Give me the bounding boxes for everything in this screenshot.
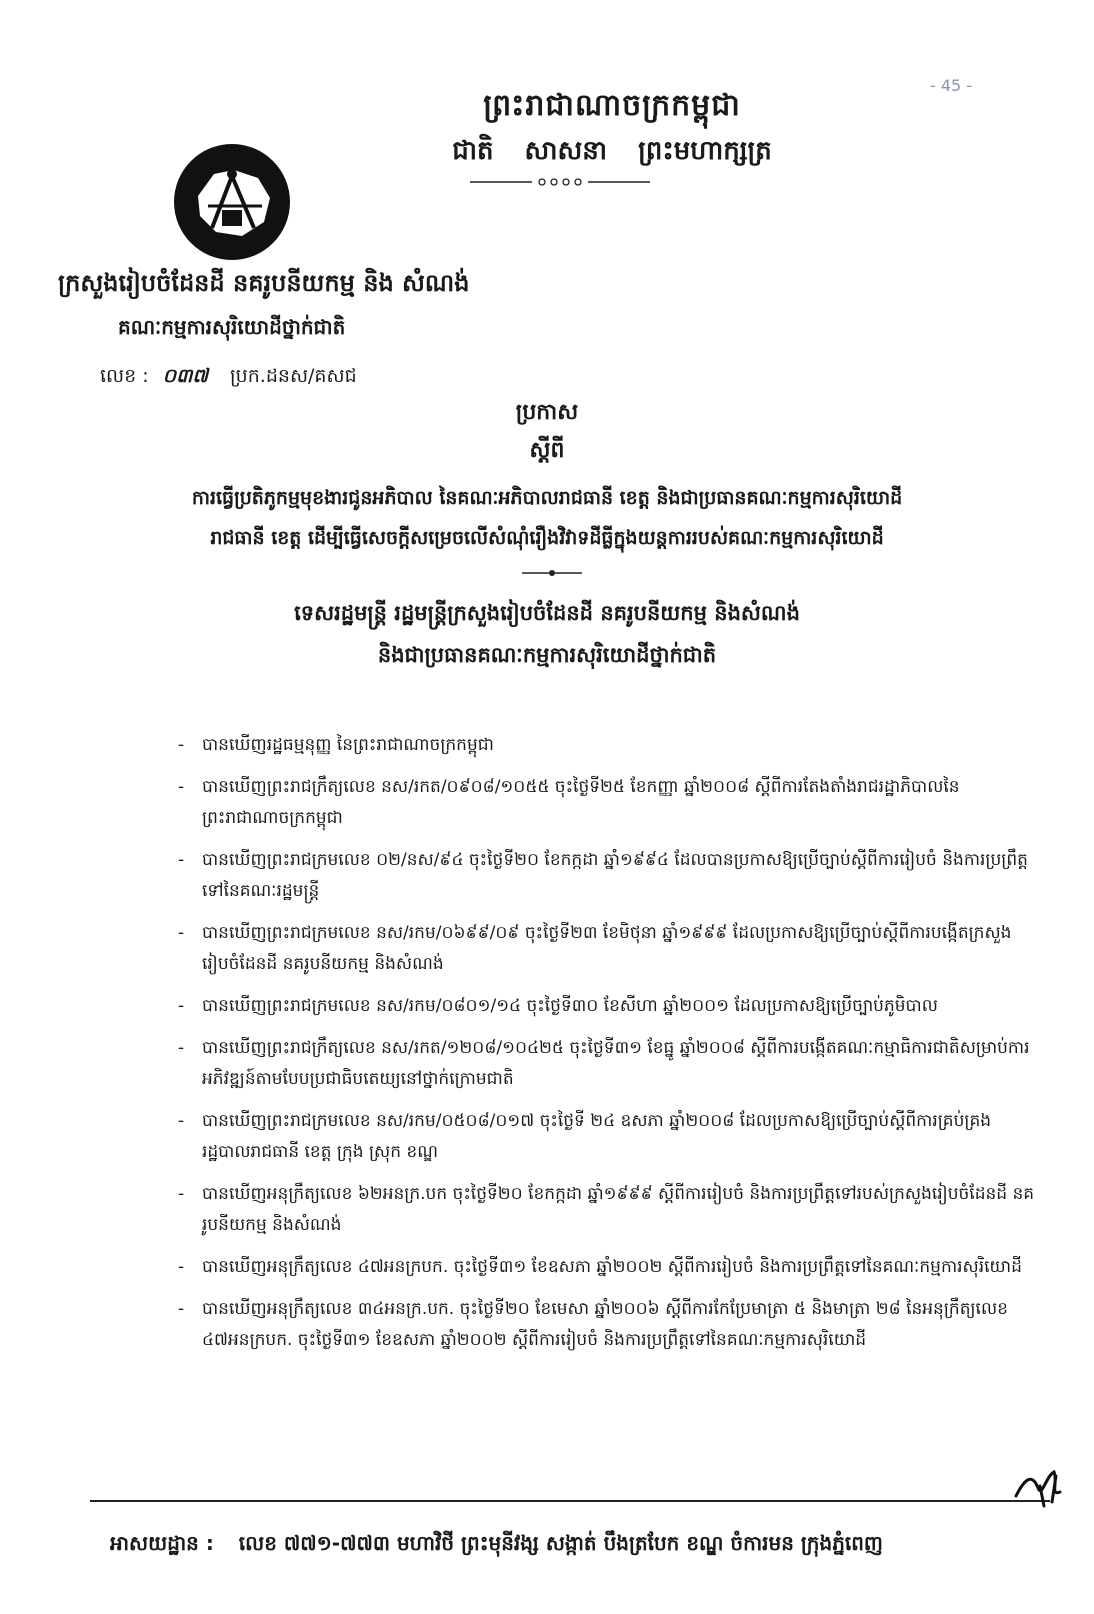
ornament-divider-icon [470, 175, 650, 189]
footer-address [110, 1530, 883, 1560]
list-item: - បានឃើញព្រះរាជក្រមលេខ នស/រកម/០៦៩៩/០៩ ចុះថ្ងៃទី២៣ ខែមិថុនា ឆ្នាំ១៩៩៩ ដែលប្រកាសឱ្យប្រើច្បាប់ស្តីពីការបង្កើតក្រសួងរៀបចំដែនដី នគរូបនីយកម្ម និងសំណង់ [178, 923, 1012, 974]
reference-number [100, 364, 357, 392]
kingdom-heading: ព្រះរាជាណាចក្រកម្ពុជា [483, 88, 741, 123]
list-item: - បានឃើញរដ្ឋធម្មនុញ្ញ នៃព្រះរាជាណាចក្រកម្ពុជា [178, 735, 494, 755]
footer-address-label: អាសយដ្ឋាន : [110, 1531, 214, 1555]
subject-line-2: រាជធានី ខេត្ត ដើម្បីធ្វើសេចក្តីសម្រេចលើសំណុំរឿងវិវាទដីធ្លីក្នុងយន្តការរបស់គណៈកម្មការសុរិយោដី [210, 527, 884, 549]
document-type: ប្រកាស [515, 400, 579, 425]
small-divider-icon [522, 568, 582, 578]
authority-line-2: និងជាប្រធានគណៈកម្មការសុរិយោដីថ្នាក់ជាតិ [377, 643, 717, 667]
ministry-emblem-icon [170, 140, 294, 264]
national-motto: ជាតិ សាសនា ព្រះមហាក្សត្រ [452, 136, 772, 166]
committee-name: គណៈកម្មការសុរិយោដីថ្នាក់ជាតិ [118, 315, 346, 339]
reference-handwritten-number: ០៣៧ [162, 365, 208, 387]
subject-line-1: ការធ្វើប្រតិភូកម្មមុខងារជូនអភិបាល នៃគណៈអភិបាលរាជធានី ខេត្ត និងជាប្រធានគណៈកម្មការសុរិយោដី [191, 487, 903, 509]
document-about: ស្តីពី [529, 438, 565, 463]
list-item: - បានឃើញព្រះរាជក្រមលេខ នស/រកម/០៥០៨/០១៧ ចុះថ្ងៃទី ២៤ ឧសភា ឆ្នាំ២០០៨ ដែលប្រកាសឱ្យប្រើច្បាប់ស្តីពីការគ្រប់គ្រងរដ្ឋបាលរាជធានី ខេត្ត ក្រុង ស្រុក ខណ្ឌ [178, 1111, 992, 1162]
list-item: - បានឃើញអនុក្រឹត្យលេខ ៤៧អនក្របក. ចុះថ្ងៃទី៣១ ខែឧសភា ឆ្នាំ២០០២ ស្តីពីការរៀបចំ និងការប្រព្រឹត្តទៅនៃគណៈកម្មការសុរិយោដី [178, 1257, 1022, 1277]
list-item: - បានឃើញអនុក្រឹត្យលេខ ៣៤អនក្រ.បក. ចុះថ្ងៃទី២០ ខែមេសា ឆ្នាំ២០០៦ ស្តីពីការកែប្រែមាត្រា ៥ និងមាត្រា ២៨ នៃអនុក្រឹត្យលេខ ៤៧អនក្របក. ចុះថ្ងៃទី៣១ ខែឧសភា ឆ្នាំ២០០២ ស្តីពីការរៀបចំ និងការប្រព្រឹត្តទៅនៃគណៈកម្មការសុរិយោដី [178, 1299, 1008, 1350]
authority-line-1: ទេសរដ្ឋមន្ត្រី រដ្ឋមន្ត្រីក្រសួងរៀបចំដែនដី នគរូបនីយកម្ម និងសំណង់ [294, 601, 800, 625]
footer-address-text: លេខ ៧៧១-៧៧៣ មហាវិថី ព្រះមុនីវង្ស សង្កាត់ បឹងត្របែក ខណ្ឌ ចំការមន ក្រុងភ្នំពេញ [238, 1531, 883, 1555]
reference-code: ប្រក.ដនស/គសជ [230, 365, 357, 387]
reference-label: លេខ : [100, 365, 149, 387]
initials-signature-icon [1010, 1462, 1070, 1514]
list-item: - បានឃើញព្រះរាជក្រមលេខ ០២/នស/៩៤ ចុះថ្ងៃទី២០ ខែកក្កដា ឆ្នាំ១៩៩៤ ដែលបានប្រកាសឱ្យប្រើច្បាប់ស្តីពីការរៀបចំ និងការប្រព្រឹត្តទៅនៃគណៈរដ្ឋមន្ត្រី [178, 850, 1028, 901]
list-item: - បានឃើញព្រះរាជក្រមលេខ នស/រកម/០៨០១/១៤ ចុះថ្ងៃទី៣០ ខែសីហា ឆ្នាំ២០០១ ដែលប្រកាសឱ្យប្រើច្បាប់ភូមិបាល [178, 996, 938, 1016]
list-item: - បានឃើញព្រះរាជក្រឹត្យលេខ នស/រកត/១២០៨/១០៤២៥ ចុះថ្ងៃទី៣១ ខែធ្នូ ឆ្នាំ២០០៨ ស្តីពីការបង្កើតគណៈកម្មាធិការជាតិសម្រាប់ការអភិវឌ្ឍន៍តាមបែបប្រជាធិបតេយ្យនៅថ្នាក់ក្រោមជាតិ [178, 1038, 1030, 1089]
footer-divider [90, 1500, 1050, 1502]
page-number: - 45 - [930, 76, 973, 95]
references-list [178, 730, 1038, 1367]
ministry-name: ក្រសួងរៀបចំដែនដី នគរូបនីយកម្ម និង សំណង់ [58, 269, 470, 297]
list-item: - បានឃើញអនុក្រឹត្យលេខ ៦២អនក្រ.បក ចុះថ្ងៃទី២០ ខែកក្កដា ឆ្នាំ១៩៩៩ ស្តីពីការរៀបចំ និងការប្រព្រឹត្តទៅរបស់ក្រសួងរៀបចំដែនដី នគរូបនីយកម្ម និងសំណង់ [178, 1184, 1035, 1235]
list-item: - បានឃើញព្រះរាជក្រឹត្យលេខ នស/រកត/០៩០៨/១០៥៥ ចុះថ្ងៃទី២៥ ខែកញ្ញា ឆ្នាំ២០០៨ ស្តីពីការតែងតាំងរាជរដ្ឋាភិបាលនៃព្រះរាជាណាចក្រកម្ពុជា [178, 777, 960, 828]
